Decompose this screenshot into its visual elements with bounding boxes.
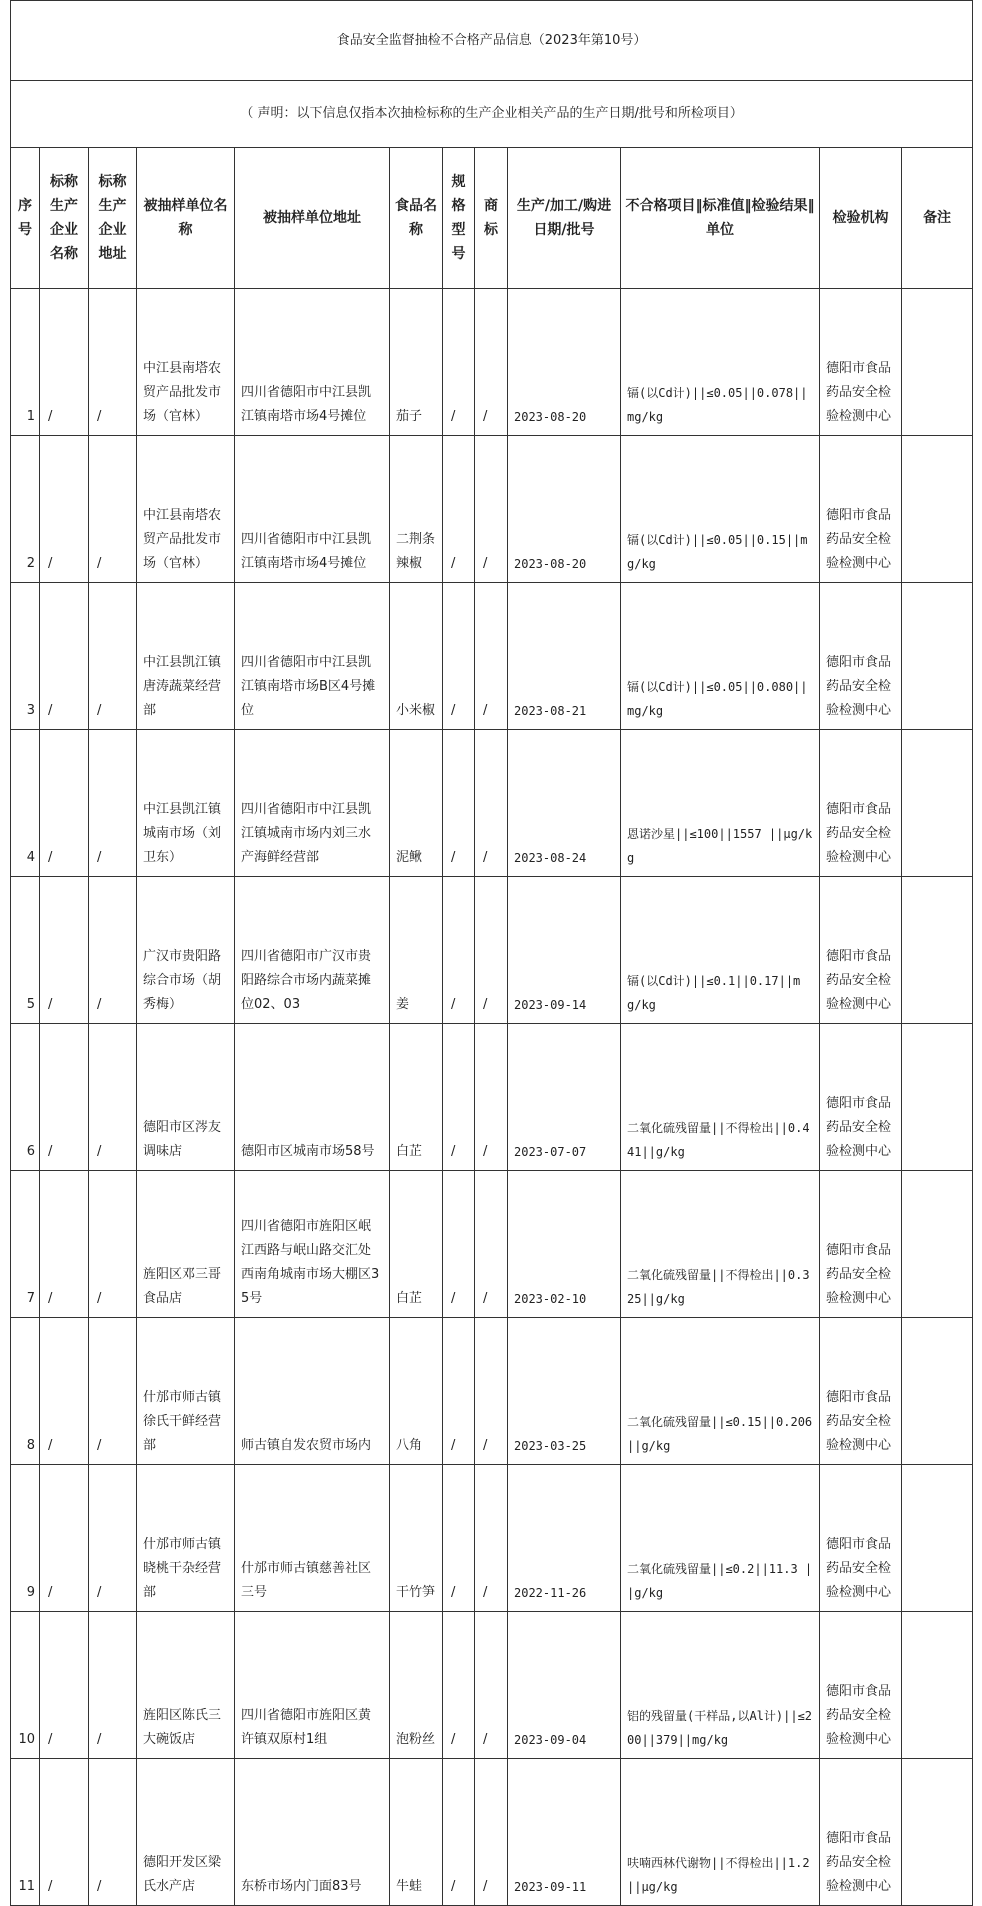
cell-remark xyxy=(902,1759,973,1906)
cell-date: 2022-11-26 xyxy=(508,1465,621,1612)
header-sampled-unit: 被抽样单位名称 xyxy=(137,148,235,289)
cell-no: 6 xyxy=(11,1024,40,1171)
cell-remark xyxy=(902,1465,973,1612)
header-spec: 规格型号 xyxy=(443,148,475,289)
cell-sampled-unit: 中江县南塔农贸产品批发市场（官林） xyxy=(137,436,235,583)
cell-remark xyxy=(902,1171,973,1318)
cell-food-name: 白芷 xyxy=(390,1024,443,1171)
cell-spec: / xyxy=(443,1318,475,1465)
table-row xyxy=(11,1318,973,1465)
statement: （ 声明：以下信息仅指本次抽检标称的生产企业相关产品的生产日期/批号和所检项目） xyxy=(11,81,973,148)
cell-failed-item: 镉(以Cd计)||≤0.1||0.17||mg/kg xyxy=(621,877,820,1024)
table-row xyxy=(11,730,973,877)
cell-date: 2023-09-11 xyxy=(508,1759,621,1906)
cell-producer-name: / xyxy=(40,1171,89,1318)
cell-spec: / xyxy=(443,1759,475,1906)
cell-no: 4 xyxy=(11,730,40,877)
cell-spec: / xyxy=(443,1171,475,1318)
cell-no: 1 xyxy=(11,289,40,436)
cell-lab: 德阳市食品药品安全检验检测中心 xyxy=(820,436,902,583)
cell-producer-name: / xyxy=(40,730,89,877)
cell-brand: / xyxy=(475,877,508,1024)
header-sampled-address: 被抽样单位地址 xyxy=(235,148,390,289)
header-producer-name: 标称生产企业名称 xyxy=(40,148,89,289)
cell-spec: / xyxy=(443,877,475,1024)
cell-food-name: 姜 xyxy=(390,877,443,1024)
table-row xyxy=(11,1171,973,1318)
table-row xyxy=(11,1465,973,1612)
cell-lab: 德阳市食品药品安全检验检测中心 xyxy=(820,289,902,436)
inspection-table xyxy=(10,0,973,1906)
cell-producer-name: / xyxy=(40,583,89,730)
cell-producer-address: / xyxy=(89,1024,137,1171)
cell-brand: / xyxy=(475,583,508,730)
cell-spec: / xyxy=(443,730,475,877)
cell-food-name: 二荆条辣椒 xyxy=(390,436,443,583)
cell-producer-address: / xyxy=(89,436,137,583)
header-remark: 备注 xyxy=(902,148,973,289)
cell-remark xyxy=(902,436,973,583)
cell-food-name: 白芷 xyxy=(390,1171,443,1318)
cell-failed-item: 二氧化硫残留量||≤0.2||11.3 ||g/kg xyxy=(621,1465,820,1612)
table-row xyxy=(11,289,973,436)
cell-brand: / xyxy=(475,730,508,877)
cell-food-name: 八角 xyxy=(390,1318,443,1465)
cell-producer-address: / xyxy=(89,1318,137,1465)
cell-remark xyxy=(902,1024,973,1171)
inspection-notice-sheet xyxy=(10,0,972,1906)
cell-sampled-unit: 什邡市师古镇晓桃干杂经营部 xyxy=(137,1465,235,1612)
cell-producer-name: / xyxy=(40,1465,89,1612)
cell-brand: / xyxy=(475,1171,508,1318)
cell-sampled-unit: 中江县凯江镇唐涛蔬菜经营部 xyxy=(137,583,235,730)
cell-failed-item: 恩诺沙星||≤100||1557 ||μg/kg xyxy=(621,730,820,877)
cell-lab: 德阳市食品药品安全检验检测中心 xyxy=(820,1171,902,1318)
cell-brand: / xyxy=(475,1759,508,1906)
cell-producer-address: / xyxy=(89,583,137,730)
header-producer-address: 标称生产企业地址 xyxy=(89,148,137,289)
header-date: 生产/加工/购进日期/批号 xyxy=(508,148,621,289)
cell-spec: / xyxy=(443,289,475,436)
cell-producer-name: / xyxy=(40,1318,89,1465)
cell-food-name: 小米椒 xyxy=(390,583,443,730)
cell-producer-name: / xyxy=(40,877,89,1024)
cell-no: 8 xyxy=(11,1318,40,1465)
cell-producer-address: / xyxy=(89,877,137,1024)
cell-remark xyxy=(902,730,973,877)
cell-date: 2023-08-20 xyxy=(508,289,621,436)
cell-date: 2023-02-10 xyxy=(508,1171,621,1318)
header-row xyxy=(11,148,973,289)
cell-lab: 德阳市食品药品安全检验检测中心 xyxy=(820,1612,902,1759)
cell-food-name: 泡粉丝 xyxy=(390,1612,443,1759)
cell-remark xyxy=(902,877,973,1024)
cell-lab: 德阳市食品药品安全检验检测中心 xyxy=(820,1318,902,1465)
cell-remark xyxy=(902,1318,973,1465)
cell-brand: / xyxy=(475,289,508,436)
cell-date: 2023-09-04 xyxy=(508,1612,621,1759)
cell-no: 3 xyxy=(11,583,40,730)
cell-date: 2023-03-25 xyxy=(508,1318,621,1465)
table-row xyxy=(11,1759,973,1906)
cell-sampled-address: 德阳市区城南市场58号 xyxy=(235,1024,390,1171)
cell-remark xyxy=(902,1612,973,1759)
cell-producer-address: / xyxy=(89,1612,137,1759)
cell-sampled-unit: 旌阳区邓三哥食品店 xyxy=(137,1171,235,1318)
table-row xyxy=(11,1024,973,1171)
cell-sampled-address: 四川省德阳市中江县凯江镇南塔市场B区4号摊位 xyxy=(235,583,390,730)
cell-spec: / xyxy=(443,436,475,583)
cell-food-name: 干竹笋 xyxy=(390,1465,443,1612)
cell-producer-address: / xyxy=(89,289,137,436)
cell-lab: 德阳市食品药品安全检验检测中心 xyxy=(820,1024,902,1171)
cell-date: 2023-08-21 xyxy=(508,583,621,730)
header-brand: 商标 xyxy=(475,148,508,289)
cell-food-name: 牛蛙 xyxy=(390,1759,443,1906)
cell-brand: / xyxy=(475,1024,508,1171)
cell-brand: / xyxy=(475,436,508,583)
cell-lab: 德阳市食品药品安全检验检测中心 xyxy=(820,1465,902,1612)
cell-producer-address: / xyxy=(89,1171,137,1318)
cell-sampled-address: 四川省德阳市中江县凯江镇城南市场内刘三水产海鲜经营部 xyxy=(235,730,390,877)
cell-sampled-address: 四川省德阳市旌阳区黄许镇双原村1组 xyxy=(235,1612,390,1759)
cell-sampled-address: 四川省德阳市中江县凯江镇南塔市场4号摊位 xyxy=(235,436,390,583)
cell-lab: 德阳市食品药品安全检验检测中心 xyxy=(820,583,902,730)
cell-failed-item: 二氧化硫残留量||不得检出||0.441||g/kg xyxy=(621,1024,820,1171)
cell-spec: / xyxy=(443,1024,475,1171)
table-row xyxy=(11,436,973,583)
cell-brand: / xyxy=(475,1318,508,1465)
cell-failed-item: 铝的残留量(干样品,以Al计)||≤200||379||mg/kg xyxy=(621,1612,820,1759)
cell-producer-address: / xyxy=(89,730,137,877)
cell-producer-address: / xyxy=(89,1759,137,1906)
cell-brand: / xyxy=(475,1612,508,1759)
header-failed-items: 不合格项目‖标准值‖检验结果‖单位 xyxy=(621,148,820,289)
cell-brand: / xyxy=(475,1465,508,1612)
cell-failed-item: 二氧化硫残留量||不得检出||0.325||g/kg xyxy=(621,1171,820,1318)
cell-producer-name: / xyxy=(40,436,89,583)
cell-producer-name: / xyxy=(40,1759,89,1906)
cell-no: 2 xyxy=(11,436,40,583)
table-title: 食品安全监督抽检不合格产品信息（2023年第10号） xyxy=(11,1,973,81)
header-no: 序号 xyxy=(11,148,40,289)
cell-spec: / xyxy=(443,1612,475,1759)
cell-date: 2023-08-20 xyxy=(508,436,621,583)
cell-producer-name: / xyxy=(40,289,89,436)
cell-producer-name: / xyxy=(40,1024,89,1171)
table-row xyxy=(11,1612,973,1759)
cell-lab: 德阳市食品药品安全检验检测中心 xyxy=(820,877,902,1024)
cell-spec: / xyxy=(443,583,475,730)
cell-remark xyxy=(902,289,973,436)
cell-producer-address: / xyxy=(89,1465,137,1612)
cell-no: 5 xyxy=(11,877,40,1024)
cell-sampled-unit: 什邡市师古镇徐氏干鲜经营部 xyxy=(137,1318,235,1465)
cell-sampled-unit: 中江县凯江镇城南市场（刘卫东） xyxy=(137,730,235,877)
cell-lab: 德阳市食品药品安全检验检测中心 xyxy=(820,730,902,877)
cell-remark xyxy=(902,583,973,730)
cell-lab: 德阳市食品药品安全检验检测中心 xyxy=(820,1759,902,1906)
cell-no: 10 xyxy=(11,1612,40,1759)
cell-sampled-unit: 旌阳区陈氏三大碗饭店 xyxy=(137,1612,235,1759)
cell-sampled-unit: 德阳开发区梁氏水产店 xyxy=(137,1759,235,1906)
table-row xyxy=(11,877,973,1024)
cell-sampled-address: 四川省德阳市旌阳区岷江西路与岷山路交汇处西南角城南市场大棚区35号 xyxy=(235,1171,390,1318)
cell-failed-item: 二氧化硫残留量||≤0.15||0.206 ||g/kg xyxy=(621,1318,820,1465)
cell-spec: / xyxy=(443,1465,475,1612)
cell-food-name: 茄子 xyxy=(390,289,443,436)
cell-no: 11 xyxy=(11,1759,40,1906)
cell-date: 2023-07-07 xyxy=(508,1024,621,1171)
cell-sampled-address: 四川省德阳市广汉市贵阳路综合市场内蔬菜摊位02、03 xyxy=(235,877,390,1024)
cell-no: 9 xyxy=(11,1465,40,1612)
cell-producer-name: / xyxy=(40,1612,89,1759)
cell-sampled-unit: 中江县南塔农贸产品批发市场（官林） xyxy=(137,289,235,436)
cell-food-name: 泥鳅 xyxy=(390,730,443,877)
cell-sampled-address: 四川省德阳市中江县凯江镇南塔市场4号摊位 xyxy=(235,289,390,436)
cell-failed-item: 镉(以Cd计)||≤0.05||0.078||mg/kg xyxy=(621,289,820,436)
cell-failed-item: 镉(以Cd计)||≤0.05||0.15||mg/kg xyxy=(621,436,820,583)
cell-date: 2023-08-24 xyxy=(508,730,621,877)
cell-sampled-address: 什邡市师古镇慈善社区三号 xyxy=(235,1465,390,1612)
cell-sampled-unit: 德阳市区涔友调味店 xyxy=(137,1024,235,1171)
cell-failed-item: 镉(以Cd计)||≤0.05||0.080||mg/kg xyxy=(621,583,820,730)
cell-failed-item: 呋喃西林代谢物||不得检出||1.2||μg/kg xyxy=(621,1759,820,1906)
cell-sampled-address: 东桥市场内门面83号 xyxy=(235,1759,390,1906)
header-food-name: 食品名称 xyxy=(390,148,443,289)
table-row xyxy=(11,583,973,730)
cell-date: 2023-09-14 xyxy=(508,877,621,1024)
header-lab: 检验机构 xyxy=(820,148,902,289)
cell-no: 7 xyxy=(11,1171,40,1318)
cell-sampled-address: 师古镇自发农贸市场内 xyxy=(235,1318,390,1465)
cell-sampled-unit: 广汉市贵阳路综合市场（胡秀梅） xyxy=(137,877,235,1024)
